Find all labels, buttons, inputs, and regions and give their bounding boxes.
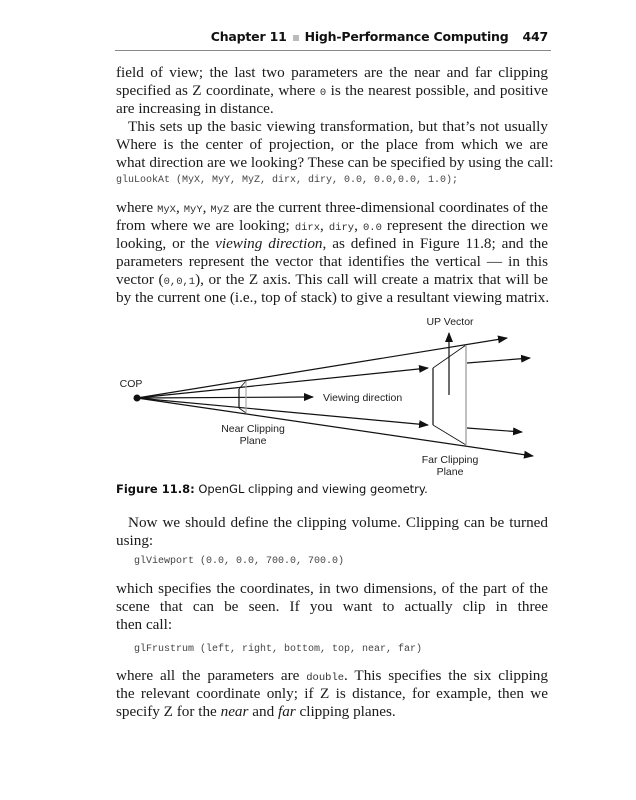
chapter-label: Chapter 11	[210, 29, 287, 44]
text-segment: ,	[354, 217, 363, 234]
text-line	[116, 616, 548, 634]
text-segment: Now we should define the clipping volume. Clipping can be turned	[128, 514, 548, 531]
near-plane-label-2: Plane	[239, 435, 267, 447]
up-vector-label: UP Vector	[426, 316, 474, 328]
text-segment: specify Z for the	[116, 703, 221, 720]
code-gluLookAt: gluLookAt (MyX, MyY, MyZ, dirx, diry, 0.0, 0.0,0.0, 1.0);	[116, 175, 459, 186]
text-segment: This sets up the basic viewing transformation, but that’s not usually	[128, 118, 548, 135]
chapter-title: High-Performance Computing	[304, 29, 509, 44]
text-segment: represent the direction we	[386, 217, 548, 234]
text-segment: using:	[116, 532, 154, 549]
text-segment: ,	[202, 199, 211, 216]
frustum-top-ray	[137, 338, 507, 398]
text-segment: where	[116, 199, 158, 216]
italic-text: far	[277, 703, 296, 720]
cop-label: COP	[119, 378, 143, 390]
text-segment: which specifies the coordinates, in two dimensions, of the part of the	[116, 580, 548, 597]
text-segment: are increasing in distance.	[116, 100, 274, 117]
text-segment: Where is the center of projection, or the place from which we are	[116, 136, 548, 153]
text-segment: from where we are looking;	[116, 217, 295, 234]
near-plane-bottom-edge	[239, 408, 246, 413]
text-segment: parameters represent the vector that identifies the vertical — in this	[116, 253, 548, 270]
far-plane-label-2: Plane	[436, 466, 464, 478]
text-segment: and	[248, 703, 278, 720]
text-line	[116, 598, 548, 616]
text-segment: scene that can be seen. If you want to actually clip in three	[116, 598, 548, 615]
inline-code: diry	[328, 222, 355, 234]
inline-code: double	[306, 672, 345, 684]
text-segment: . This specifies the six clipping	[344, 667, 548, 684]
near-plane-top-edge	[239, 381, 246, 389]
inline-code: 0.0	[362, 222, 382, 234]
text-segment: ,	[320, 217, 329, 234]
inline-code: 0	[319, 87, 327, 99]
text-line	[116, 532, 548, 550]
text-segment: ), or the Z axis. This call will create a matrix that will be	[195, 271, 548, 288]
inline-code: MyX	[157, 204, 176, 216]
text-segment: is the nearest possible, and positive	[330, 82, 548, 99]
text-segment: are the current three-dimensional coordinates of the	[233, 199, 548, 216]
viewing-direction-arrow	[137, 397, 313, 398]
viewing-direction-label: Viewing direction	[323, 392, 403, 404]
italic-text: near	[220, 703, 249, 720]
figure-caption-text: OpenGL clipping and viewing geometry.	[198, 482, 428, 496]
inline-code: 0,0,1	[163, 276, 196, 288]
text-segment: , as defined in Figure 11.8; and the	[322, 235, 548, 252]
page-number: 447	[522, 29, 548, 44]
italic-text: viewing direction	[215, 235, 323, 252]
inline-code: MyY	[183, 204, 203, 216]
text-segment: what direction are we looking? These can be specified by using the call:	[116, 154, 554, 171]
near-plane-label-1: Near Clipping	[221, 423, 285, 435]
text-segment: the relevant coordinate only; if Z is distance, for example, then we	[116, 685, 548, 702]
inline-code: MyZ	[210, 204, 230, 216]
text-line	[116, 685, 548, 703]
text-segment: looking, or the	[116, 235, 216, 252]
text-segment: field of view; the last two parameters are the near and far clipping	[116, 64, 548, 81]
figure-caption	[116, 482, 428, 496]
far-upper-exit-arrow	[467, 358, 530, 363]
frustum-bottom-ray	[137, 398, 533, 456]
text-segment: then call:	[116, 616, 173, 633]
text-segment: vector (	[116, 271, 164, 288]
text-segment: by the current one (i.e., top of stack) to give a resultant viewing matrix.	[116, 289, 550, 306]
far-plane-label-1: Far Clipping	[421, 454, 479, 466]
code-glFrustrum: glFrustrum (left, right, bottom, top, near, far)	[134, 644, 423, 655]
figure-number: Figure 11.8:	[116, 482, 195, 496]
cop-point	[134, 395, 141, 402]
code-glViewport: glViewport (0.0, 0.0, 700.0, 700.0)	[134, 556, 345, 567]
text-line	[116, 580, 548, 598]
far-lower-exit-arrow	[467, 428, 522, 432]
text-segment: clipping planes.	[295, 703, 396, 720]
text-segment: ,	[175, 199, 184, 216]
text-line	[116, 703, 548, 721]
text-line	[116, 514, 548, 532]
text-line	[116, 667, 548, 685]
text-segment: where all the parameters are	[116, 667, 307, 684]
text-segment: specified as Z coordinate, where	[116, 82, 320, 99]
inline-code: dirx	[294, 222, 321, 234]
